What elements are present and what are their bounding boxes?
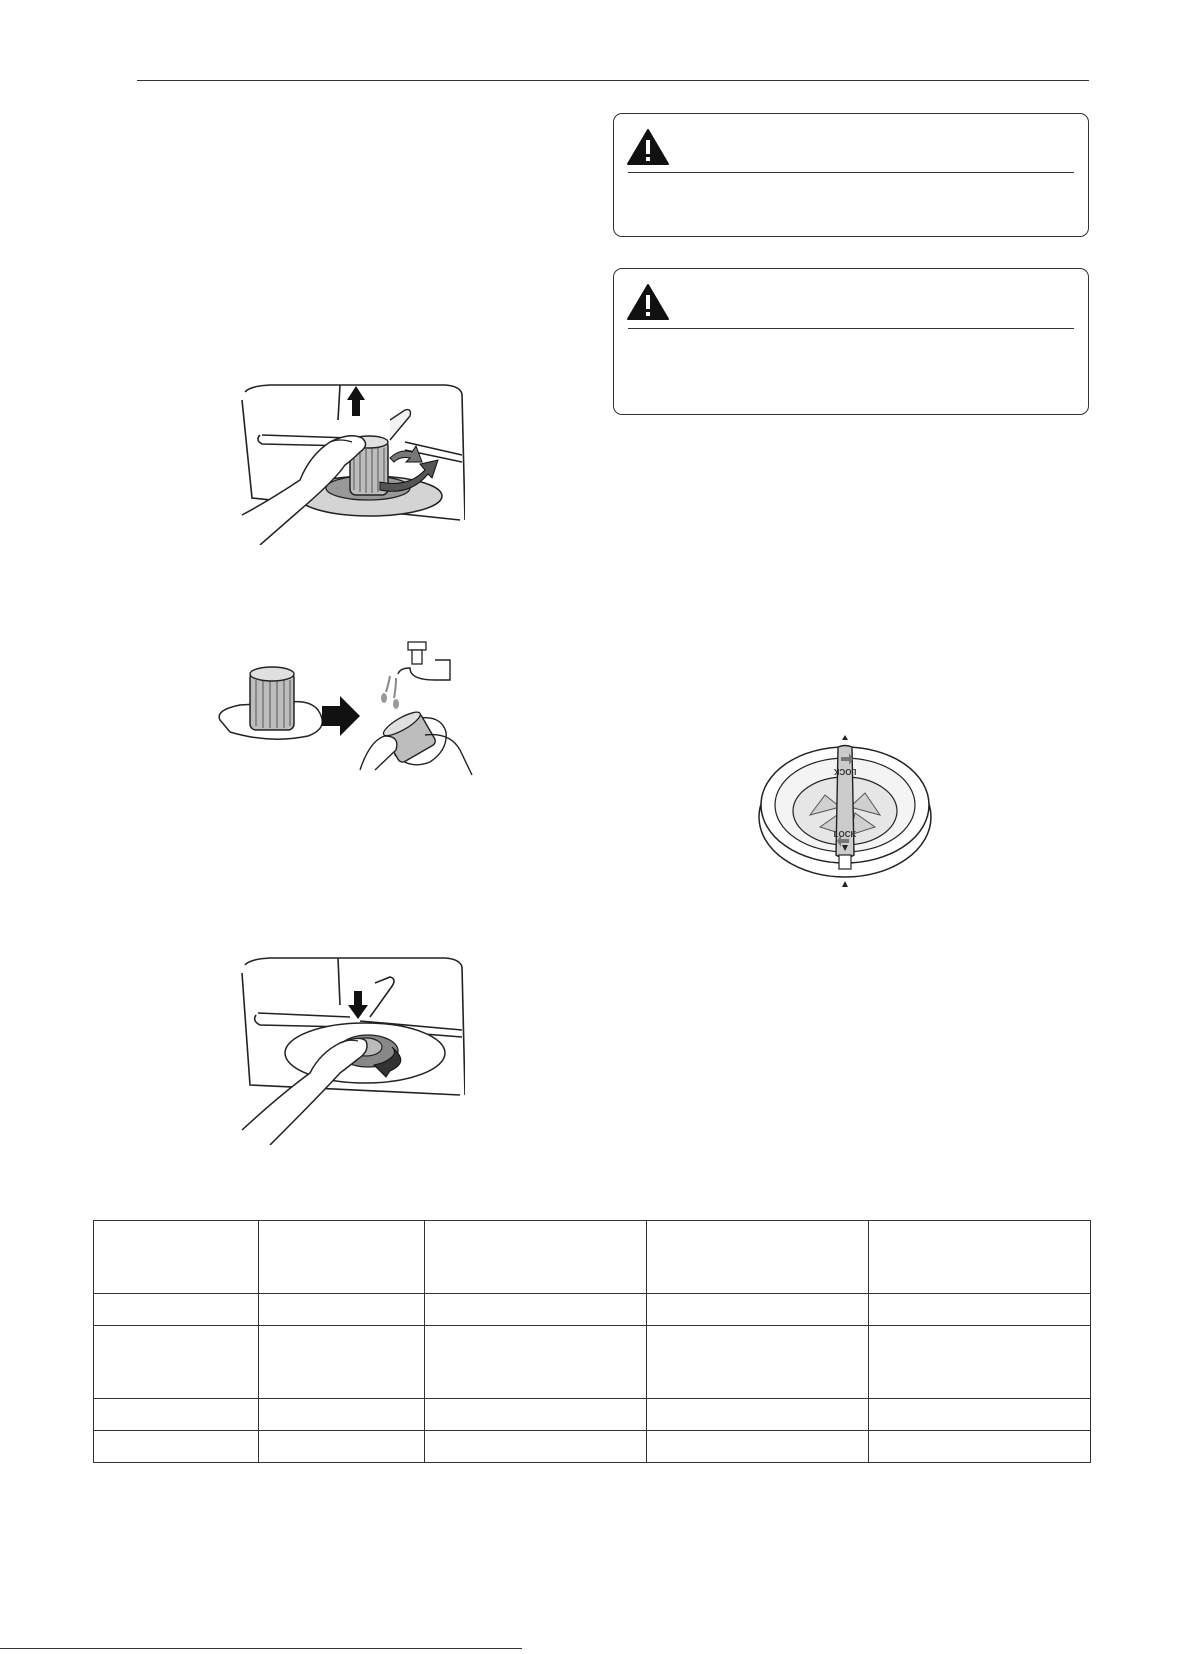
filter-rinse-illustration [210, 640, 480, 800]
table-row [94, 1221, 1091, 1294]
warning-box-1 [613, 113, 1089, 237]
table-row [94, 1326, 1091, 1399]
warning-box-2 [613, 268, 1089, 415]
warning-divider [628, 172, 1074, 173]
table-row [94, 1399, 1091, 1431]
lock-label-top: LOCK [833, 767, 857, 776]
lock-label-bottom: LOCK [833, 830, 857, 839]
warning-triangle-icon [626, 283, 670, 321]
filter-removal-illustration [240, 380, 465, 545]
spec-table [93, 1220, 1091, 1463]
table-row [94, 1294, 1091, 1326]
warning-triangle-icon [626, 128, 670, 166]
filter-lock-illustration [750, 735, 940, 895]
header-rule [137, 80, 1089, 81]
table-row [94, 1431, 1091, 1463]
footer-rule [0, 1648, 522, 1649]
filter-reinstall-illustration [240, 955, 465, 1145]
warning-divider [628, 328, 1074, 329]
